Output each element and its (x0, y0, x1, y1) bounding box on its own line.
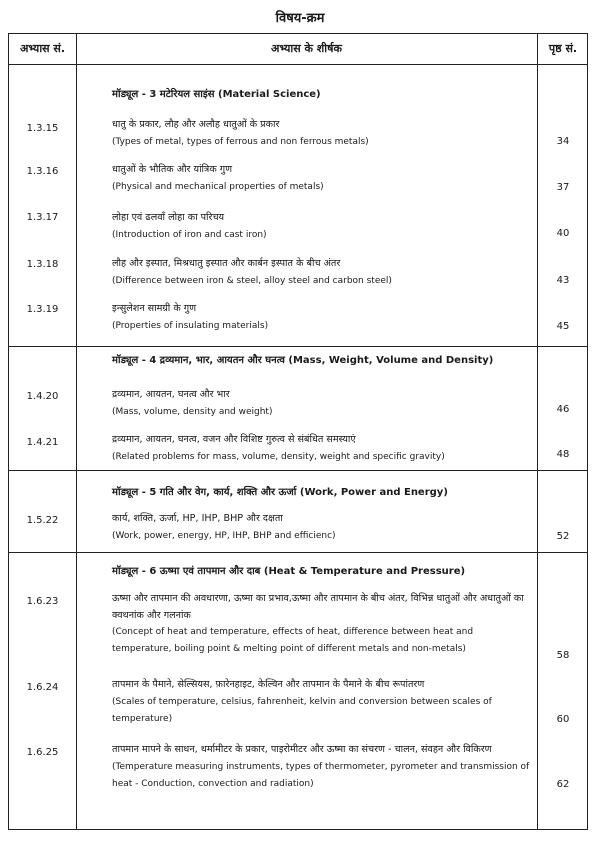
exercise-title-english: (Difference between iron & steel, alloy steel and carbon steel) (112, 276, 392, 286)
page-title: विषय-क्रम (275, 11, 325, 26)
exercise-number: 1.6.24 (26, 682, 59, 693)
exercise-title-english: (Related problems for mass, volume, density, weight and specific gravity) (112, 452, 445, 462)
exercise-title-english: (Scales of temperature, celsius, fahrenheit, kelvin and conversion between scales of temperature) (112, 697, 492, 724)
exercise-number: 1.3.17 (26, 212, 59, 223)
header-exercise-no: अभ्यास सं. (19, 42, 66, 55)
exercise-title-hindi: कार्य, शक्ति, ऊर्जा, HP, IHP, BHP और दक्षता (112, 513, 283, 524)
exercise-title-hindi: लोहा एवं ढलवाँ लोहा का परिचय (112, 212, 225, 223)
contents-table (8, 33, 588, 830)
exercise-number: 1.6.25 (26, 747, 59, 758)
page-number: 46 (556, 404, 570, 415)
exercise-title-hindi: द्रव्यमान, आयतन, घनत्व, वजन और विशिष्ट गुरुत्व से संबंधित समस्याएं (112, 434, 356, 445)
header-rule (9, 64, 587, 65)
module-heading: मॉड्यूल - 4 द्रव्यमान, भार, आयतन और घनत्व (Mass, Weight, Volume and Density) (112, 355, 494, 366)
exercise-number: 1.3.15 (26, 123, 59, 134)
module-rule (9, 470, 587, 471)
page-number: 43 (556, 275, 570, 286)
exercise-title-english: (Physical and mechanical properties of metals) (112, 182, 324, 192)
exercise-number: 1.6.23 (26, 596, 59, 607)
exercise-title-english: (Temperature measuring instruments, types of thermometer, pyrometer and transmission of heat - Conduction, convection and radiation) (112, 762, 530, 789)
module-rule (9, 346, 587, 347)
exercise-number: 1.3.18 (26, 259, 59, 270)
exercise-title-hindi: इन्सुलेशन सामग्री के गुण (112, 303, 197, 314)
exercise-title-english: (Properties of insulating materials) (112, 321, 269, 331)
module-rule (9, 552, 587, 553)
page-number: 58 (556, 650, 570, 661)
exercise-title-hindi: लौह और इस्पात, मिश्रधातु इस्पात और कार्बन इस्पात के बीच अंतर (112, 258, 341, 269)
page-number: 40 (556, 228, 570, 239)
page-number: 60 (556, 714, 570, 725)
exercise-number: 1.3.19 (26, 304, 59, 315)
exercise-title-hindi: द्रव्यमान, आयतन, घनत्व और भार (112, 389, 230, 400)
page-number: 45 (556, 321, 570, 332)
exercise-title-hindi: धातुओं के भौतिक और यांत्रिक गुण (112, 164, 233, 175)
column-divider (537, 34, 538, 829)
page-number: 48 (556, 449, 570, 460)
exercise-title-english: (Work, power, energy, HP, IHP, BHP and efficienc) (112, 531, 336, 541)
exercise-title-english: (Concept of heat and temperature, effects of heat, difference between heat and temperature, boiling point & melting point of different metals and non-metals) (112, 627, 474, 654)
column-divider (76, 34, 77, 829)
exercise-title-hindi: तापमान के पैमाने, सेल्सियस, फ़ारेनहाइट, केल्विन और तापमान के पैमाने के बीच रूपांतरण (112, 679, 425, 690)
exercise-number: 1.3.16 (26, 166, 59, 177)
exercise-title-english: (Types of metal, types of ferrous and non ferrous metals) (112, 137, 369, 147)
exercise-title-english: (Introduction of iron and cast iron) (112, 230, 267, 240)
module-heading: मॉड्यूल - 6 ऊष्मा एवं तापमान और दाब (Heat & Temperature and Pressure) (112, 566, 466, 577)
exercise-number: 1.4.21 (26, 437, 59, 448)
exercise-title-hindi: तापमान मापने के साधन, थर्मामीटर के प्रकार, पाइरोमीटर और ऊष्मा का संचरण - चालन, संवहन और विकिरण (112, 744, 492, 755)
module-heading: मॉड्यूल - 3 मटेरियल साइंस (Material Science) (112, 89, 321, 100)
exercise-title-hindi: ऊष्मा और तापमान की अवधारणा, ऊष्मा का प्रभाव,ऊष्मा और तापमान के बीच अंतर, विभिन्न धातुओं और अधातुओं का क्वथनांक और गलनांक (112, 593, 524, 621)
page-number: 37 (556, 182, 570, 193)
exercise-number: 1.4.20 (26, 391, 59, 402)
exercise-title-hindi: धातु के प्रकार, लौह और अलौह धातुओं के प्रकार (112, 119, 280, 130)
module-heading: मॉड्यूल - 5 गति और वेग, कार्य, शक्ति और ऊर्जा (Work, Power and Energy) (112, 487, 448, 498)
page-number: 62 (556, 779, 570, 790)
page-number: 34 (556, 136, 570, 147)
exercise-number: 1.5.22 (26, 515, 59, 526)
page-number: 52 (556, 531, 570, 542)
exercise-title-english: (Mass, volume, density and weight) (112, 407, 273, 417)
header-exercise-title: अभ्यास के शीर्षक (271, 42, 342, 55)
header-page-no: पृष्ठ सं. (548, 42, 578, 55)
